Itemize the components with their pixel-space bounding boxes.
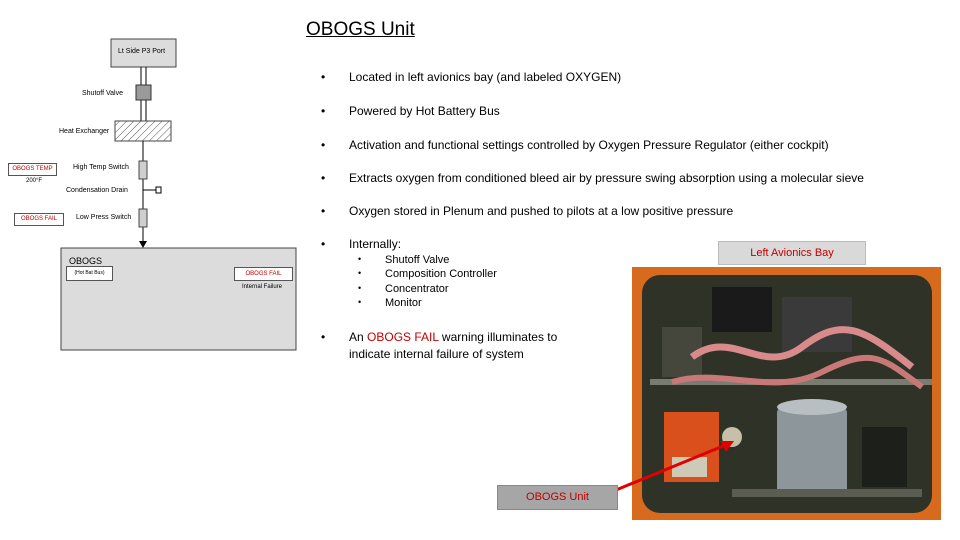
drain-shape [156,187,161,193]
page-title: OBOGS Unit [306,19,415,40]
bullet-suffix: warning illuminates to [438,330,558,344]
temp-threshold-label: 200°F [26,178,43,184]
sub-bullet-marker: • [358,297,362,307]
high-temp-switch-label: High Temp Switch [73,164,129,171]
shutoff-valve-label: Shutoff Valve [82,90,123,97]
bullet-marker: • [321,237,326,251]
bullet-text: Powered by Hot Battery Bus [349,104,500,118]
bullet-marker: • [321,204,326,218]
bullet-prefix: An [349,330,368,344]
bullet-marker: • [321,330,326,344]
sub-bullet-text: Monitor [385,297,422,309]
port-label: Lt Side P3 Port [118,48,166,55]
sub-bullet-text: Shutoff Valve [385,254,450,266]
low-press-switch-shape [139,209,147,227]
obogs-fail-warning-light: OBOGS FAIL [14,213,64,226]
bullet-marker: • [321,138,326,152]
bullet-marker: • [321,104,326,118]
sub-bullet-marker: • [358,283,362,293]
internal-failure-label: Internal Failure [242,284,283,290]
pointer-arrow [600,430,740,500]
heat-exchanger-label: Heat Exchanger [59,128,110,135]
left-avionics-bay-label: Left Avionics Bay [718,241,866,265]
sub-bullet-marker: • [358,268,362,278]
shelf [732,489,922,497]
bullet-text: Activation and functional settings controlled by Oxygen Pressure Regulator (either cockpit) [349,138,829,152]
sub-bullet-text: Concentrator [385,283,449,295]
low-press-switch-label: Low Press Switch [76,214,132,221]
obogs-unit-label: OBOGS Unit [497,485,618,510]
bullet-text: Oxygen stored in Plenum and pushed to pilots at a low positive pressure [349,204,734,218]
obogs-unit-top [777,399,847,415]
shutoff-valve-shape [136,85,151,100]
bullet-marker: • [321,171,326,185]
obogs-fail-highlight: OBOGS FAIL [367,330,439,344]
sub-bullet-text: Composition Controller [385,268,497,280]
sub-bullet-marker: • [358,254,362,264]
obogs-temp-warning-light: OBOGS TEMP [8,163,57,176]
obogs-power-source-label: (Hot Bat Bus) [66,266,113,281]
condensation-drain-label: Condensation Drain [66,187,128,194]
bullet-text: Located in left avionics bay (and labeled OXYGEN) [349,70,622,84]
equipment-box [862,427,907,487]
bullet-text: Internally: [349,237,402,251]
equipment-box [782,297,852,352]
heat-exchanger-shape [115,121,171,141]
obogs-box-label: OBOGS [69,256,103,266]
flow-arrowhead [139,241,147,248]
high-temp-switch-shape [139,161,147,179]
equipment-box [712,287,772,332]
bullet-text [349,330,557,344]
bullet-marker: • [321,70,326,84]
obogs-unit-shape [777,407,847,497]
bullet-text: Extracts oxygen from conditioned bleed air by pressure swing absorption using a molecular sieve [349,171,864,185]
pointer-arrow-line [616,444,728,490]
internal-fail-warning-light: OBOGS FAIL [234,267,293,281]
bullet-text-line2: indicate internal failure of system [349,347,524,361]
